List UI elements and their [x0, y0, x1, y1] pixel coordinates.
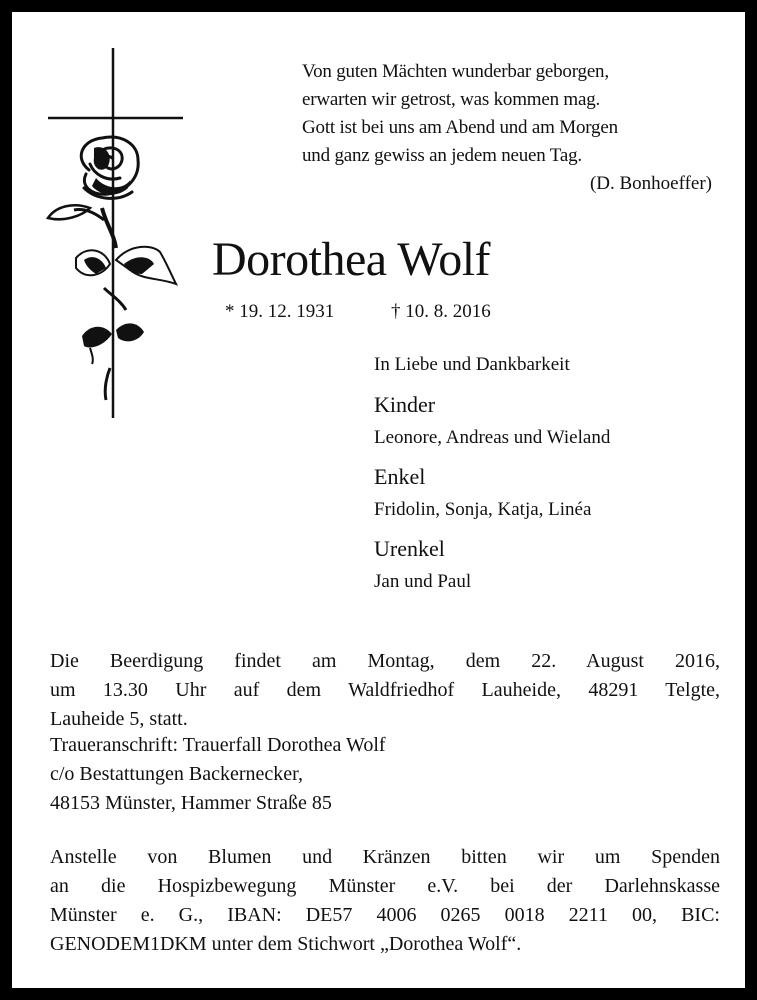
quote-line: erwarten wir getrost, was kommen mag.	[302, 89, 601, 110]
mourning-address	[50, 731, 720, 818]
donation-line: Anstelle von Blumen und Kränzen bitten wir um Spenden	[50, 846, 720, 868]
donation-line: an die Hospizbewegung Münster e.V. bei der Darlehnskasse	[50, 875, 720, 897]
address-line: Traueranschrift: Trauerfall Dorothea Wolf	[50, 734, 386, 756]
life-dates	[225, 299, 491, 325]
family-group-title: Urenkel	[374, 536, 445, 561]
funeral-line: Lauheide 5, statt.	[50, 708, 188, 730]
quote-line: Von guten Mächten wunderbar geborgen,	[302, 61, 609, 82]
family-group-title: Kinder	[374, 392, 436, 417]
obituary-notice	[12, 12, 745, 988]
mourners-intro: In Liebe und Dankbarkeit	[374, 354, 570, 375]
deceased-name: Dorothea Wolf	[212, 233, 491, 286]
funeral-details	[50, 647, 720, 734]
mourners-list	[374, 352, 744, 607]
family-group-members: Leonore, Andreas und Wieland	[374, 427, 611, 448]
bonhoeffer-quote	[302, 58, 722, 198]
donation-line: Münster e. G., IBAN: DE57 4006 0265 0018 2211 00, BIC:	[50, 904, 720, 926]
family-group-members: Fridolin, Sonja, Katja, Linéa	[374, 499, 592, 520]
cross-with-rose-icon	[34, 48, 194, 438]
quote-author: (D. Bonhoeffer)	[589, 173, 712, 194]
address-line: c/o Bestattungen Backernecker,	[50, 763, 303, 785]
quote-line: Gott ist bei uns am Abend und am Morgen	[302, 117, 618, 138]
funeral-line: um 13.30 Uhr auf dem Waldfriedhof Lauheide, 48291 Telgte,	[50, 679, 720, 701]
death-date: † 10. 8. 2016	[391, 301, 491, 322]
donation-request	[50, 843, 720, 959]
family-group-title: Enkel	[374, 464, 426, 489]
donation-line: GENODEM1DKM unter dem Stichwort „Dorothea Wolf“.	[50, 933, 522, 955]
funeral-line: Die Beerdigung findet am Montag, dem 22. August 2016,	[50, 650, 720, 672]
address-line: 48153 Münster, Hammer Straße 85	[50, 792, 332, 814]
birth-date: * 19. 12. 1931	[225, 301, 335, 322]
quote-line: und ganz gewiss an jedem neuen Tag.	[302, 145, 582, 166]
family-group-members: Jan und Paul	[374, 571, 472, 592]
